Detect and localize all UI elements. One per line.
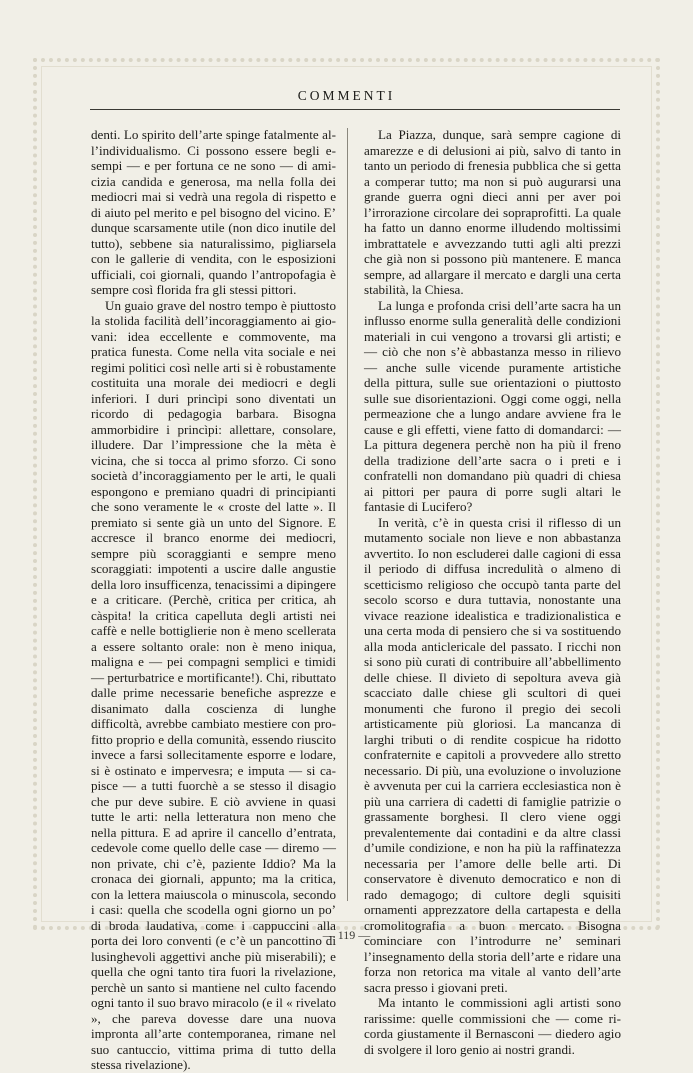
paragraph: La Piazza, dunque, sarà sempre cagione di amarezze e di delusioni ai più, salvo di tanto in tanto un periodo di frenesia pubblica che si getta a comperar tutto; ma non si può augurarsi una grande guerra ogni dieci anni per aver poi l’irrorazione circolare dei sopraprofitti. La quale ha fatto un danno enorme illudendo moltissimi imbrattatele e avvezzando tutti agli alti prezzi che già non si possono più mantenere. E manca sempre, ad allargare il mercato e dargli una certa stabilità, la Chiesa. [364, 127, 621, 297]
column-divider [347, 128, 348, 901]
paragraph: Un guaio grave del nostro tempo è piuttosto la stolida facilità dell’incoraggiamento ai giovani: idea eccellente e commovente, ma pratica funesta. Come nella vita sociale e nei regimi politici così nelle arti si è robustamente costituita una morale dei mediocri e degli inferiori. I duri princìpi sono diventati un ricordo di pedagogia barbara. Bisogna ammorbidire i princìpi: allettare, consolare, illudere. Dar l’impressione che la mèta è vicina, che si tocca al primo sforzo. Ci sono società d’incoraggiamento per le arti, le quali espongono e premiano quadri di principianti che sono veramente le « croste del latte ». Il premiato si sente già un unto del Signore. E accresce il branco enorme dei mediocri, sempre più scoraggianti e sempre meno scoraggiati: impotenti a uscire dalle angustie della loro insufficenza, tenacissimi a dipingere e a criticare. (Perchè, critica per critica, ah càspita! la critica capelluta degli artisti nei caffè e nelle bottiglierie non è meno scellerata a essere soltanto orale: non è meno iniqua, maligna e — pei compagni semplici e timidi — perturbatrice e mortificante!). Chi, ributtato dalle prime necessarie benefiche asprezze e disanimato dalla coscienza di lunghe difficoltà, avrebbe cambiato mestiere con profitto proprio e della comunità, essendo riuscito invece a farsi sollecitamente esporre e lodare, si è ostinato e impervesra; e imputa — si capisce — a tutti fuorchè a se stesso il disagio che pur deve subire. E ciò avviene in quasi tutte le arti: nella letteratura non meno che nella pittura. E ad aprire il cancello d’entrata, cedevole come quello delle case — diremo — non private, chi c’è, paziente Iddio? Ma la cronaca dei giornali, appunto; ma la critica, con la lettera maiuscola o minuscola, secondo i casi: quella che scodella ogni giorno un po’ di broda laudativa, come i cappuccini alla porta dei loro conventi (e c’è un pancottino di lusinghevoli aggettivi anche più miserabili); e quella che ogni tanto tira fuori la rivelazione, perchè un santo si mantiene nel culto facendo ogni tanto il suo bravo miracolo (e il « rivelato », che pareva dovesse dare una nuova impronta all’arte contemporanea, rimane nel suo cantuccio, vittima prima di tutto della stessa rivelazione). [91, 297, 336, 1072]
page-number: — 119 — [322, 928, 371, 942]
right-column [364, 127, 621, 1057]
paragraph: La lunga e profonda crisi dell’arte sacra ha un influsso enorme sulla generalità delle condizioni materiali in cui vengono a trovarsi gli artisti; e — ciò che non s’è abbastanza messo in rilievo — anche sulle vicende puramente artistiche della pittura, sulle sue orientazioni o piuttosto sulle sue disorientazioni. Oggi come oggi, nella permeazione che a lungo andare avviene fra le cause e gli effetti, viene fatto di domandarci: — La pittura degenera perchè non ha più il freno della tradizione dell’arte sacra o i preti e i confratelli non domandano più quadri di chiesa ai pittori per paura di porre sugli altari le fantasie di Lucifero? [364, 297, 621, 514]
header-rule [90, 109, 620, 110]
paragraph: In verità, c’è in questa crisi il riflesso di un mutamento sociale non lieve e non abbastanza avvertito. Io non escluderei dalle cagioni di essa il periodo di diffusa incredulità o almeno di scetticismo religioso che occupò tanta parte del secolo scorso e dura tuttavia, nonostante una vivace reazione idealistica e tradizionalistica e una certa moda di pensiero che si va sostituendo alla moda anticlericale del passato. I ricchi non si sono più curati di contribuire all’abbellimento delle chiese. Il divieto di sepoltura aveva già scacciato dalle chiese gli scultori di quei monumenti che furono il pregio dei secoli artisticamente più gloriosi. La mancanza di larghi tributi o di rendite cospicue ha ridotto confraternite e capitoli a provvedere allo stretto necessario. Di più, una evoluzione o involuzione è avvenuta per cui la carriera ecclesiastica non è più una carriera di cadetti di famiglie patrizie o grassamente borghesi. Il clero viene oggi prevalentemente dai contadini e da altre classi d’umile condizione, e non ha più la raffinatezza necessaria per l’amore delle belle arti. Di conservatore è divenuto democratico e non di rado demagogo; di cultore degli squisiti ornamenti apprezzatore della cartapesta e della cromolitografia a buon mercato. Bisogna cominciare con l’introdurre ne’ seminari l’insegnamento della storia dell’arte e ridare una forza non retorica ma vitale al vanto dell’arte sacra presso i giovani preti. [364, 514, 621, 995]
paragraph: denti. Lo spirito dell’arte spinge fatalmente all’individualismo. Ci possono essere begli esempi — e per fortuna ce ne sono — di amicizia candida e generosa, ma nella folla dei mediocri mai si vedrà una regola di rispetto e di aiuto pel merito e pel bisogno del vicino. E’ dunque scarsamente utile (non dico inutile del tutto), sebbene sia naturalissimo, pigliarsela con le gallerie di vendita, con le esposizioni ufficiali, coi giornali, quando l’antropofagia è sempre così florida fra gli stessi pittori. [91, 127, 336, 297]
paragraph: Ma intanto le commissioni agli artisti sono rarissime: quelle commissioni che — come ricorda giustamente il Bernasconi — diedero agio di svolgere il loro genio ai nostri grandi. [364, 995, 621, 1057]
page-header: COMMENTI [297, 88, 396, 103]
